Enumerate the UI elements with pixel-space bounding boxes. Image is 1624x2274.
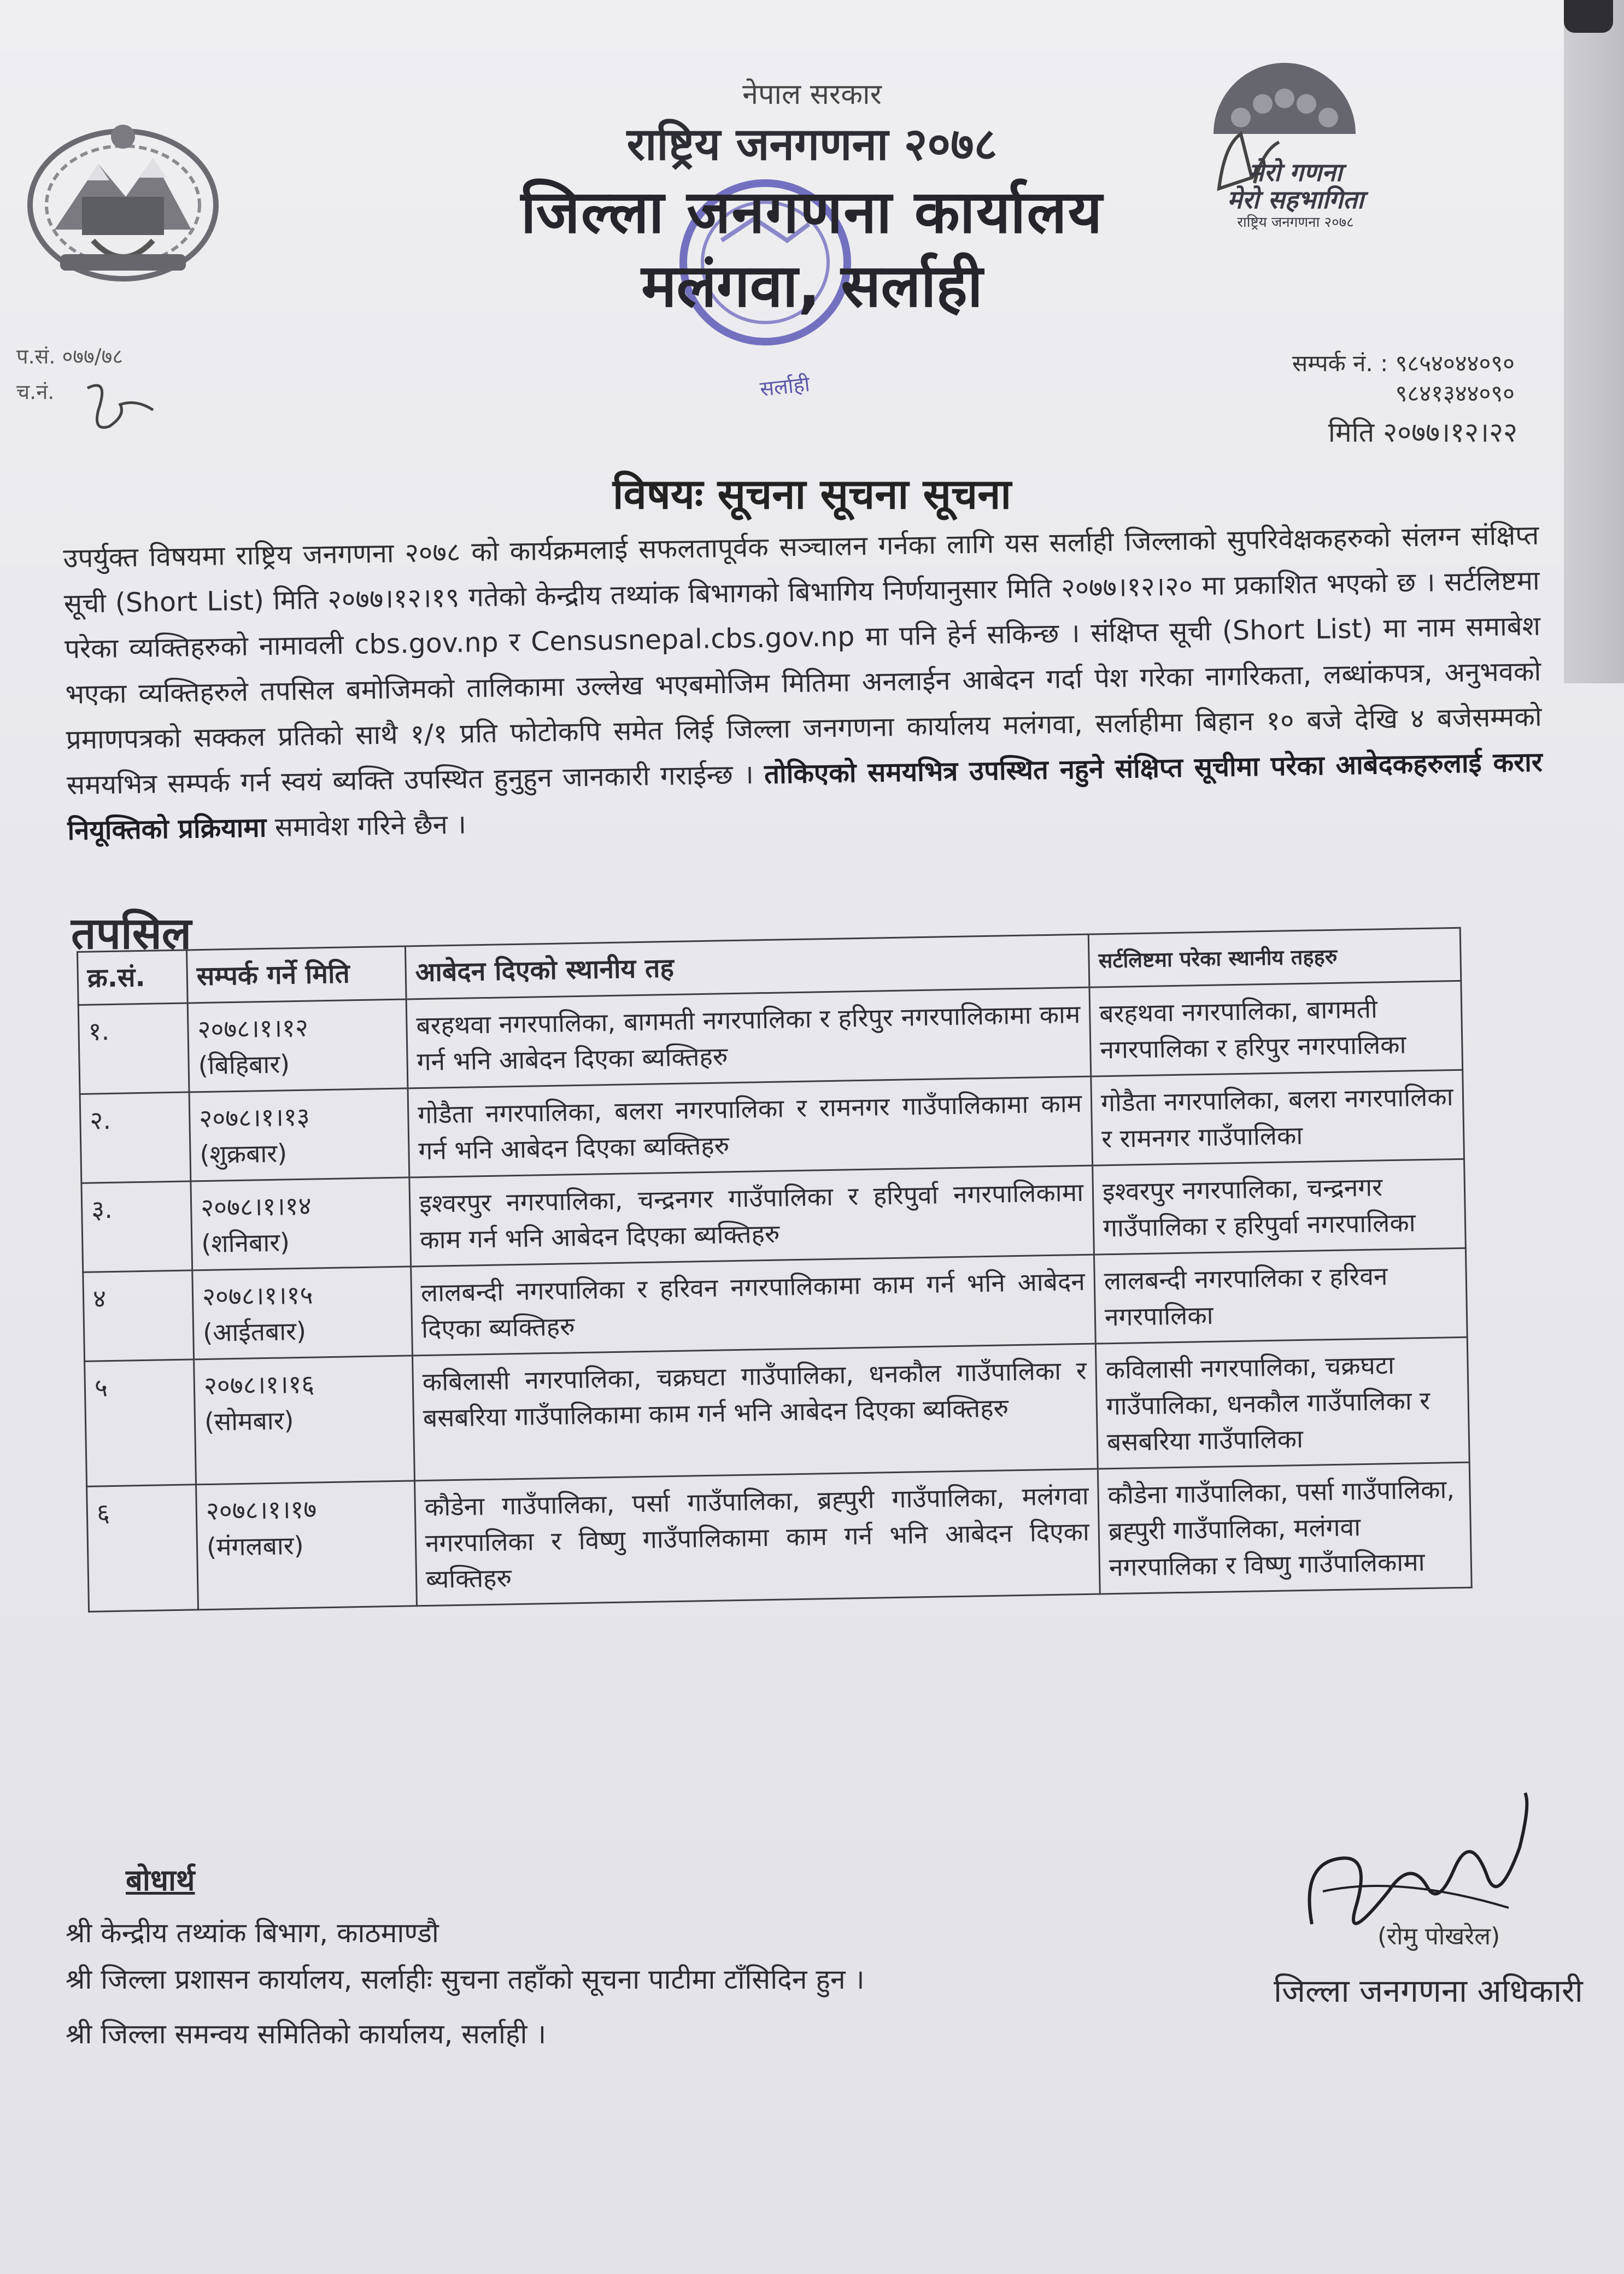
- schedule-table: [77, 927, 1473, 1613]
- row-applied: बरहथवा नगरपालिका, बागमती नगरपालिका र हरिपुर नगरपालिकामा काम गर्न भनि आबेदन दिएका ब्यक्तिहरु: [406, 987, 1091, 1088]
- row-date-value: २०७८।१।१४: [200, 1191, 312, 1223]
- row-shortlisted: कौडेना गाउँपालिका, पर्सा गाउँपालिका, ब्रह्पुरी गाउँपालिका, मलंगवा नगरपालिका र विष्णु गाउँपालिकामा: [1098, 1462, 1471, 1594]
- row-date: [194, 1356, 415, 1485]
- header-office: जिल्ला जनगणना कार्यालय: [520, 178, 1104, 247]
- row-day: (शनिबार): [201, 1227, 290, 1259]
- schedule-table-wrapper: [77, 927, 1473, 1613]
- schedule-heading: तपसिल: [71, 908, 192, 959]
- row-serial: ४: [83, 1270, 194, 1361]
- background-object: [1564, 0, 1613, 33]
- row-date: [187, 999, 408, 1092]
- row-shortlisted: गोडैता नगरपालिका, बलरा नगरपालिका र रामनगर गाउँपालिका: [1091, 1070, 1464, 1165]
- row-day: (शुक्रबार): [200, 1138, 288, 1170]
- contact-line-2: ९८४१३४४०९०: [1395, 380, 1515, 407]
- row-shortlisted: बरहथवा नगरपालिका, बागमती नगरपालिका र हरिपुर नगरपालिका: [1089, 981, 1463, 1076]
- dispatch-number: च.नं.: [16, 380, 55, 404]
- row-day: (सोमबार): [204, 1405, 294, 1437]
- logo-line-1: मेरो गणना: [1248, 157, 1342, 187]
- header-place: मलंगवा, सर्लाही: [641, 252, 983, 320]
- row-applied: इश्वरपुर नगरपालिका, चन्द्रनगर गाउँपालिका र हरिपुर्वा नगरपालिकामा काम गर्न भनि आबेदन दिएका ब्यक्तिहरु: [409, 1165, 1094, 1267]
- row-day: (बिहिबार): [198, 1049, 290, 1081]
- row-date-value: २०७८।१।१३: [198, 1101, 310, 1134]
- dispatch-handwriting-icon: [77, 372, 164, 454]
- cc-recipient-3: श्री जिल्ला समन्वय समितिको कार्यालय, सर्लाही ।: [66, 2018, 547, 2050]
- row-date-value: २०७८।१।१७: [206, 1494, 317, 1526]
- row-shortlisted: कविलासी नगरपालिका, चक्रघटा गाउँपालिका, धनकौल गाउँपालिका र बसबरिया गाउँपालिका: [1095, 1337, 1469, 1469]
- row-serial: ५: [85, 1359, 196, 1486]
- row-serial: १.: [78, 1003, 189, 1094]
- body-paragraph: उपर्युक्त विषयमा राष्ट्रिय जनगणना २०७८ को कार्यक्रमलाई सफलतापूर्वक सञ्चालन गर्नका लागि यस सर्लाही जिल्लाको सुपरिवेक्षकहरुको संलग्न संक्षिप्त सूची (Short List) मिति २०७७।१२।१९ गतेको केन्द्रीय तथ्यांक बिभागको बिभागिय निर्णयानुसार मिति २०७७।१२।२० मा प्रकाशित भएको छ । सर्टलिष्टमा परेका व्यक्तिहरुको नामावली cbs.gov.np र Censusnepal.cbs.gov.np मा पनि हेर्न सकिन्छ । संक्षिप्त सूची (Short List) मा नाम समाबेश भएका व्यक्तिहरुले तपसिल बमोजिमको तालिकामा उल्लेख भएबमोजिम मितिमा अनलाईन आबेदन गर्दा पेश गरेका नागरिकता, लब्धांकपत्र, अनुभवको प्रमाणपत्रको सक्कल प्रतिको साथै १/१ प्रति फोटोकपि समेत लिई जिल्ला जनगणना कार्यालय मलंगवा, सर्लाहीमा बिहान १० बजे देखि ४ बजेसम्मको समयभित्र सम्पर्क गर्न स्वयं ब्यक्ति उपस्थित हुनुहुन जानकारी गराईन्छ ।: [63, 519, 1542, 801]
- cc-heading: बोधार्थ: [126, 1863, 195, 1897]
- body-bold-warning: तोकिएको समयभित्र उपस्थित नहुने संक्षिप्त सूचीमा परेका आबेदकहरुलाई करार नियूक्तिको प्रक्रियामा: [67, 746, 1543, 846]
- body-tail: समावेश गरिने छैन ।: [274, 808, 467, 843]
- cc-recipient-2: श्री जिल्ला प्रशासन कार्यालय, सर्लाहीः सुचना तहाँको सूचना पाटीमा टाँसिदिन हुन ।: [66, 1964, 865, 1995]
- table-row: [85, 1337, 1470, 1486]
- row-date-value: २०७८।१।१५: [202, 1280, 313, 1312]
- row-applied: गोडैता नगरपालिका, बलरा नगरपालिका र रामनगर गाउँपालिकामा काम गर्न भनि आबेदन दिएका ब्यक्तिहरु: [408, 1076, 1093, 1177]
- notice-body: [63, 513, 1544, 853]
- reference-number: प.सं. ०७७/७८: [16, 344, 124, 368]
- letter-date: मिति २०७७।१२।२२: [1328, 417, 1517, 448]
- logo-line-2: मेरो सहभागिता: [1227, 185, 1364, 214]
- header-census: राष्ट्रिय जनगणना २०७८: [626, 119, 998, 171]
- row-day: (मंगलबार): [206, 1530, 304, 1562]
- row-day: (आईतबार): [202, 1316, 307, 1348]
- row-date-value: २०७८।१।१६: [203, 1369, 315, 1401]
- row-date: [191, 1177, 411, 1270]
- row-applied: कबिलासी नगरपालिका, चक्रघटा गाउँपालिका, धनकौल गाउँपालिका र बसबरिया गाउँपालिकामा काम गर्न भनि आबेदन दिएका ब्यक्तिहरु: [413, 1344, 1098, 1481]
- table-row: [87, 1462, 1472, 1611]
- signatory-title: जिल्ला जनगणना अधिकारी: [1274, 1972, 1583, 2009]
- logo-line-3: राष्ट्रिय जनगणना २०७८: [1237, 214, 1354, 231]
- header-applied-local-level: आबेदन दिएको स्थानीय तह: [405, 934, 1089, 999]
- row-date-value: २०७८।१।१२: [197, 1012, 309, 1045]
- header-shortlisted-local-levels: सर्टलिष्टमा परेका स्थानीय तहहरु: [1088, 928, 1461, 987]
- row-serial: २.: [80, 1092, 191, 1183]
- row-date: [189, 1088, 409, 1181]
- stamp-label: सर्लाही: [759, 372, 811, 401]
- cc-recipient-1: श्री केन्द्रीय तथ्यांक बिभाग, काठमाण्डौ: [66, 1917, 439, 1949]
- row-applied: कौडेना गाउँपालिका, पर्सा गाउँपालिका, ब्रह्पुरी गाउँपालिका, मलंगवा नगरपालिका र विष्णु गाउँपालिकामा काम गर्न भनि आबेदन दिएका ब्यक्तिहरु: [415, 1469, 1100, 1606]
- contact-line-1: सम्पर्क नं. : ९८५४०४४०९०: [1292, 350, 1515, 377]
- row-date: [192, 1267, 413, 1359]
- row-serial: ६: [87, 1485, 198, 1611]
- row-date: [196, 1481, 417, 1610]
- header-serial: क्र.सं.: [78, 950, 188, 1005]
- header-contact-date: सम्पर्क गर्ने मिति: [186, 946, 406, 1003]
- row-shortlisted: लालबन्दी नगरपालिका र हरिवन नगरपालिका: [1094, 1248, 1467, 1344]
- subject-heading: विषयः सूचना सूचना सूचना: [612, 470, 1012, 518]
- row-shortlisted: इश्वरपुर नगरपालिका, चन्द्रनगर गाउँपालिका र हरिपुर्वा नगरपालिका: [1093, 1159, 1466, 1255]
- signatory-name: (रोमु पोखरेल): [1377, 1923, 1500, 1950]
- row-applied: लालबन्दी नगरपालिका र हरिवन नगरपालिकामा काम गर्न भनि आबेदन दिएका ब्यक्तिहरु: [411, 1255, 1096, 1356]
- row-serial: ३.: [81, 1181, 192, 1272]
- header-government: नेपाल सरकार: [742, 78, 882, 111]
